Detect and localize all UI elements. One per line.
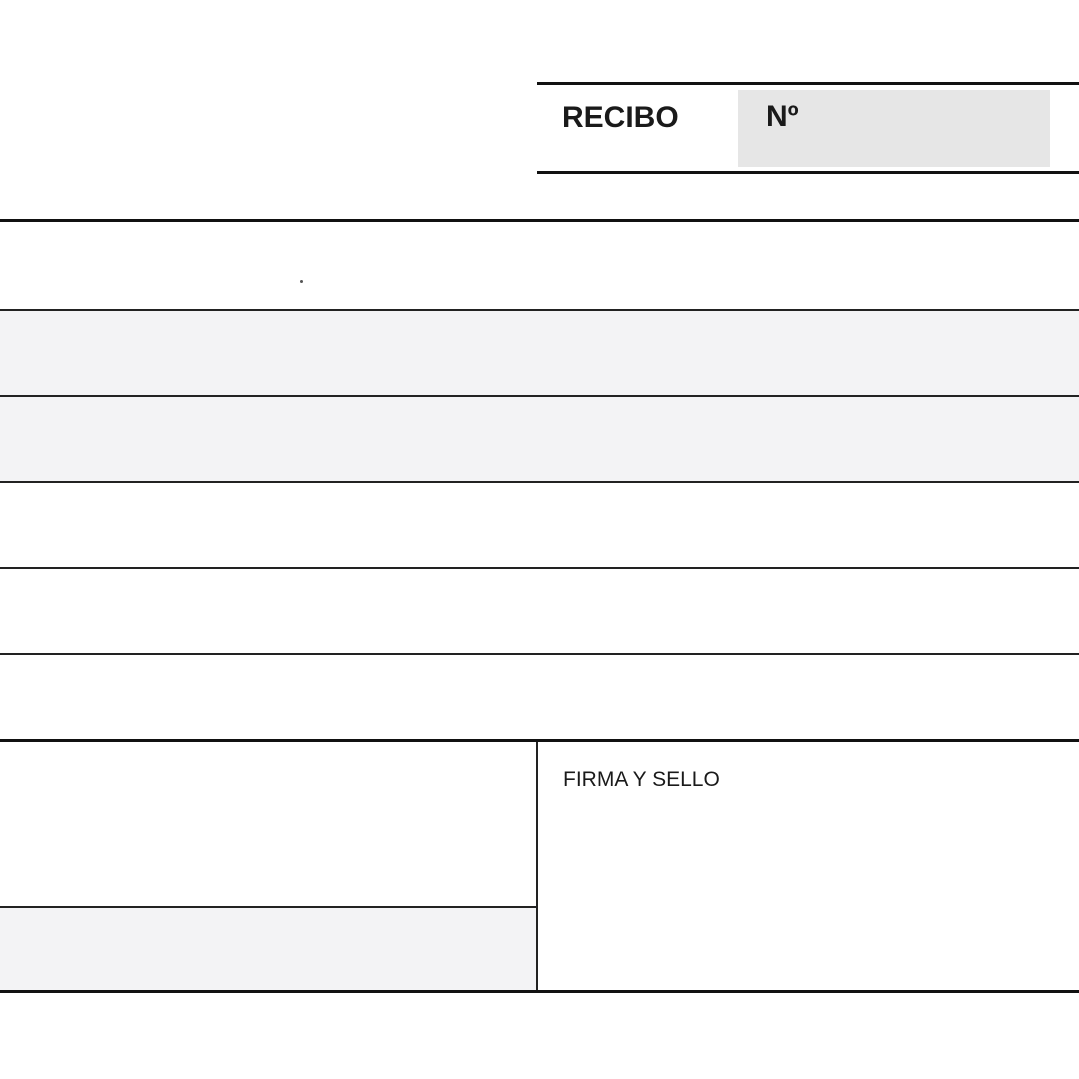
form-row-3[interactable] xyxy=(0,397,1079,483)
signature-label: FIRMA Y SELLO xyxy=(563,768,720,791)
receipt-title: RECIBO xyxy=(562,101,679,134)
form-row-5[interactable] xyxy=(0,569,1079,655)
receipt-number-field[interactable] xyxy=(738,90,1050,167)
signature-area[interactable] xyxy=(538,742,1079,990)
bottom-section xyxy=(0,739,1079,993)
bottom-left-field[interactable] xyxy=(0,742,537,908)
form-row-6[interactable] xyxy=(0,655,1079,740)
form-row-2[interactable] xyxy=(0,311,1079,397)
stray-mark xyxy=(300,280,303,283)
receipt-header xyxy=(537,82,1079,174)
form-row-4[interactable] xyxy=(0,483,1079,569)
total-field[interactable] xyxy=(0,908,537,990)
receipt-number-label: Nº xyxy=(766,100,799,133)
form-row-1[interactable] xyxy=(0,219,1079,311)
